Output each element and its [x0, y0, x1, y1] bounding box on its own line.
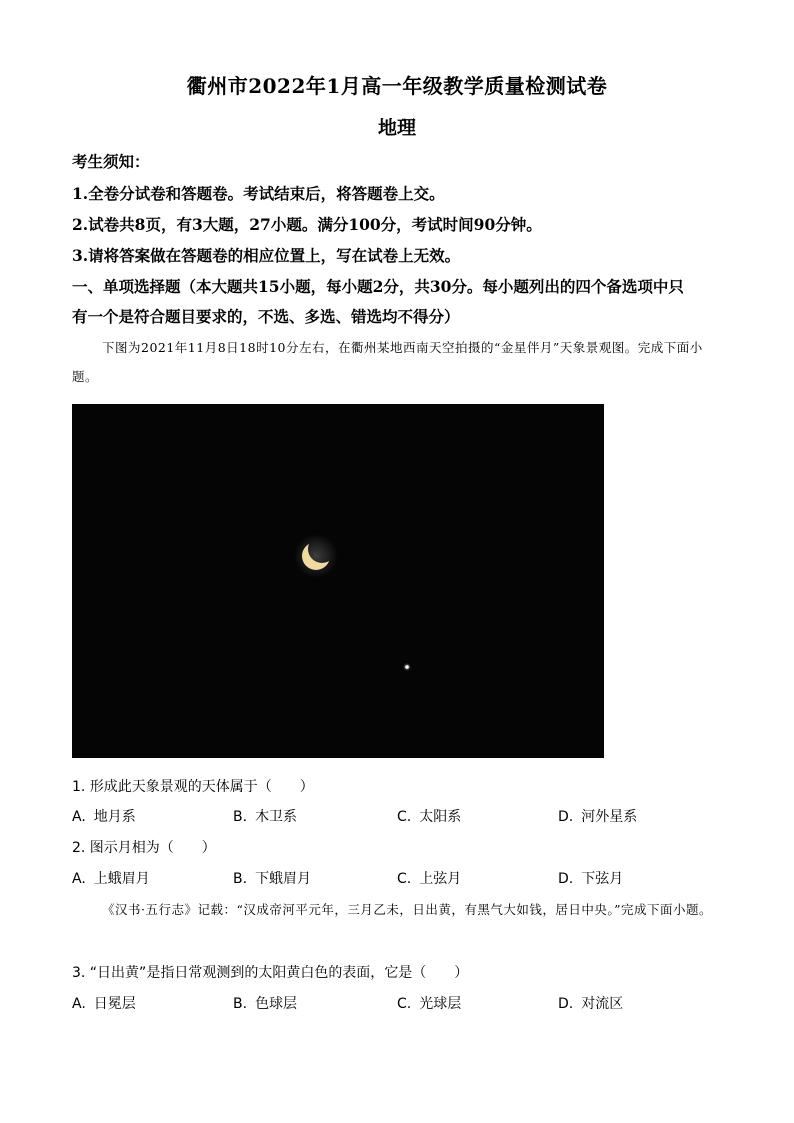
option-b[interactable]: B. 下蛾眉月	[233, 871, 312, 887]
crescent-moon	[72, 404, 604, 758]
option-c[interactable]: C. 太阳系	[397, 809, 462, 825]
option-c[interactable]: C. 光球层	[397, 996, 462, 1012]
notice-heading: 考生须知：	[72, 152, 150, 171]
option-b[interactable]: B. 木卫系	[233, 809, 298, 825]
intro-paragraph-1: 下图为2021年11月8日18时10分左右，在衢州某地西南天空拍摄的“金星伴月”天象景观图。完成下面小题。	[72, 340, 703, 384]
option-b[interactable]: B. 色球层	[233, 996, 298, 1012]
notice-item-3: 3.请将答案做在答题卷的相应位置上，写在试卷上无效。	[72, 246, 461, 265]
intro-paragraph-2: 《汉书·五行志》记载：“汉成帝河平元年，三月乙未，日出黄，有黑气大如钱，居日中央。”完成下面小题。	[102, 902, 713, 917]
notice-item-2: 2.试卷共8页，有3大题，27小题。满分100分，考试时间90分钟。	[72, 215, 542, 234]
moon-venus-image	[72, 404, 604, 758]
page-title: 衢州市2022年1月高一年级教学质量检测试卷	[186, 74, 608, 98]
question-2-stem: 2. 图示月相为（ ）	[72, 840, 216, 856]
question-2-options	[72, 868, 722, 888]
option-d[interactable]: D. 河外星系	[558, 809, 638, 825]
option-d[interactable]: D. 下弦月	[558, 871, 624, 887]
option-a[interactable]: A. 上蛾眉月	[72, 871, 150, 887]
subject-title: 地理	[377, 117, 416, 139]
question-3-options	[72, 993, 722, 1013]
question-1-options	[72, 806, 722, 826]
night-sky-photo	[72, 404, 604, 758]
question-3-stem: 3. “日出黄”是指日常观测到的太阳黄白色的表面，它是（ ）	[72, 965, 469, 981]
option-d[interactable]: D. 对流区	[558, 996, 624, 1012]
section-heading-line1: 一、单项选择题（本大题共15小题，每小题2分，共30分。每小题列出的四个备选项中只	[72, 277, 684, 296]
section-heading-line2: 有一个是符合题目要求的，不选、多选、错选均不得分）	[72, 307, 460, 326]
venus-dot	[405, 665, 409, 669]
notice-item-1: 1.全卷分试卷和答题卷。考试结束后，将答题卷上交。	[72, 184, 445, 203]
option-a[interactable]: A. 地月系	[72, 809, 136, 825]
option-a[interactable]: A. 日冕层	[72, 996, 136, 1012]
question-1-stem: 1. 形成此天象景观的天体属于（ ）	[72, 779, 314, 795]
option-c[interactable]: C. 上弦月	[397, 871, 462, 887]
